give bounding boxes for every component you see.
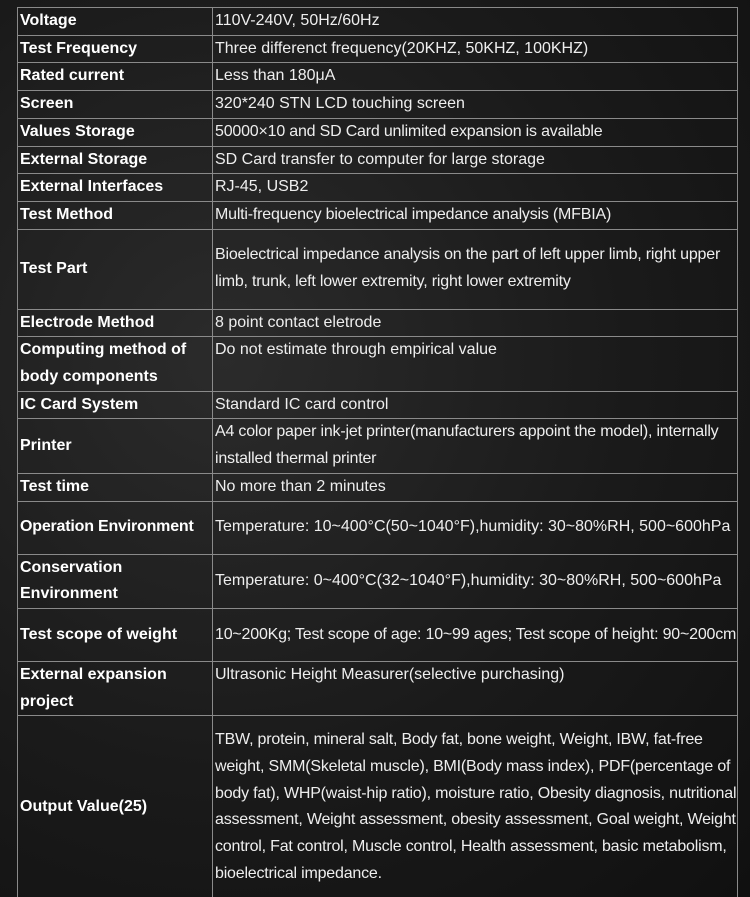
spec-label: Rated current (18, 63, 213, 91)
spec-row (18, 608, 738, 661)
spec-label: External Interfaces (18, 174, 213, 202)
spec-value: 110V-240V, 50Hz/60Hz (213, 8, 738, 36)
spec-row (18, 501, 738, 554)
spec-label: External expansion project (18, 661, 213, 715)
spec-value: SD Card transfer to computer for large storage (213, 146, 738, 174)
spec-value: 10~200Kg; Test scope of age: 10~99 ages; Test scope of height: 90~200cm (213, 608, 738, 661)
spec-value: Temperature: 10~400°C(50~1040°F),humidity: 30~80%RH, 500~600hPa (213, 501, 738, 554)
spec-row (18, 337, 738, 391)
spec-label: Computing method of body components (18, 337, 213, 391)
spec-label: Values Storage (18, 118, 213, 146)
spec-value: Three differenct frequency(20KHZ, 50KHZ, 100KHZ) (213, 35, 738, 63)
spec-row (18, 661, 738, 715)
spec-row (18, 91, 738, 119)
spec-row (18, 716, 738, 897)
spec-value: Ultrasonic Height Measurer(selective purchasing) (213, 661, 738, 715)
spec-value: No more than 2 minutes (213, 473, 738, 501)
spec-row (18, 473, 738, 501)
spec-label: Electrode Method (18, 309, 213, 337)
spec-label: Test Frequency (18, 35, 213, 63)
spec-label: Test Method (18, 201, 213, 229)
spec-row (18, 229, 738, 309)
spec-label: Output Value(25) (18, 716, 213, 897)
spec-value: 8 point contact eletrode (213, 309, 738, 337)
spec-row (18, 391, 738, 419)
spec-label: Voltage (18, 8, 213, 36)
spec-row (18, 35, 738, 63)
spec-row (18, 146, 738, 174)
spec-label: Test scope of weight (18, 608, 213, 661)
spec-value: A4 color paper ink-jet printer(manufacturers appoint the model), internally installed thermal printer (213, 419, 738, 473)
spec-value: Bioelectrical impedance analysis on the part of left upper limb, right upper limb, trunk, left lower extremity, right lower extremity (213, 229, 738, 309)
spec-value: Do not estimate through empirical value (213, 337, 738, 391)
spec-label: Screen (18, 91, 213, 119)
spec-value: Temperature: 0~400°C(32~1040°F),humidity: 30~80%RH, 500~600hPa (213, 554, 738, 608)
spec-row (18, 201, 738, 229)
spec-row (18, 554, 738, 608)
spec-label: Operation Environment (18, 501, 213, 554)
spec-row (18, 118, 738, 146)
spec-label: Test time (18, 473, 213, 501)
spec-value: 50000×10 and SD Card unlimited expansion is available (213, 118, 738, 146)
spec-label: IC Card System (18, 391, 213, 419)
spec-row (18, 419, 738, 473)
spec-row (18, 63, 738, 91)
spec-label: Conservation Environment (18, 554, 213, 608)
spec-value: 320*240 STN LCD touching screen (213, 91, 738, 119)
spec-label: External Storage (18, 146, 213, 174)
spec-label: Test Part (18, 229, 213, 309)
spec-table (17, 7, 738, 897)
spec-row (18, 174, 738, 202)
spec-value: Less than 180μA (213, 63, 738, 91)
spec-row (18, 8, 738, 36)
spec-value: Standard IC card control (213, 391, 738, 419)
spec-value: Multi-frequency bioelectrical impedance analysis (MFBIA) (213, 201, 738, 229)
spec-label: Printer (18, 419, 213, 473)
spec-value: TBW, protein, mineral salt, Body fat, bone weight, Weight, IBW, fat-free weight, SMM(Skeletal muscle), BMI(Body mass index), PDF(percentage of body fat), WHP(waist-hip ratio), moisture ratio, Obesity diagnosis, nutritional assessment, Weight assessment, obesity assessment, Goal weight, Weight control, Fat control, Muscle control, Health assessment, basic metabolism, bioelectrical impedance. (213, 716, 738, 897)
spec-value: RJ-45, USB2 (213, 174, 738, 202)
spec-row (18, 309, 738, 337)
